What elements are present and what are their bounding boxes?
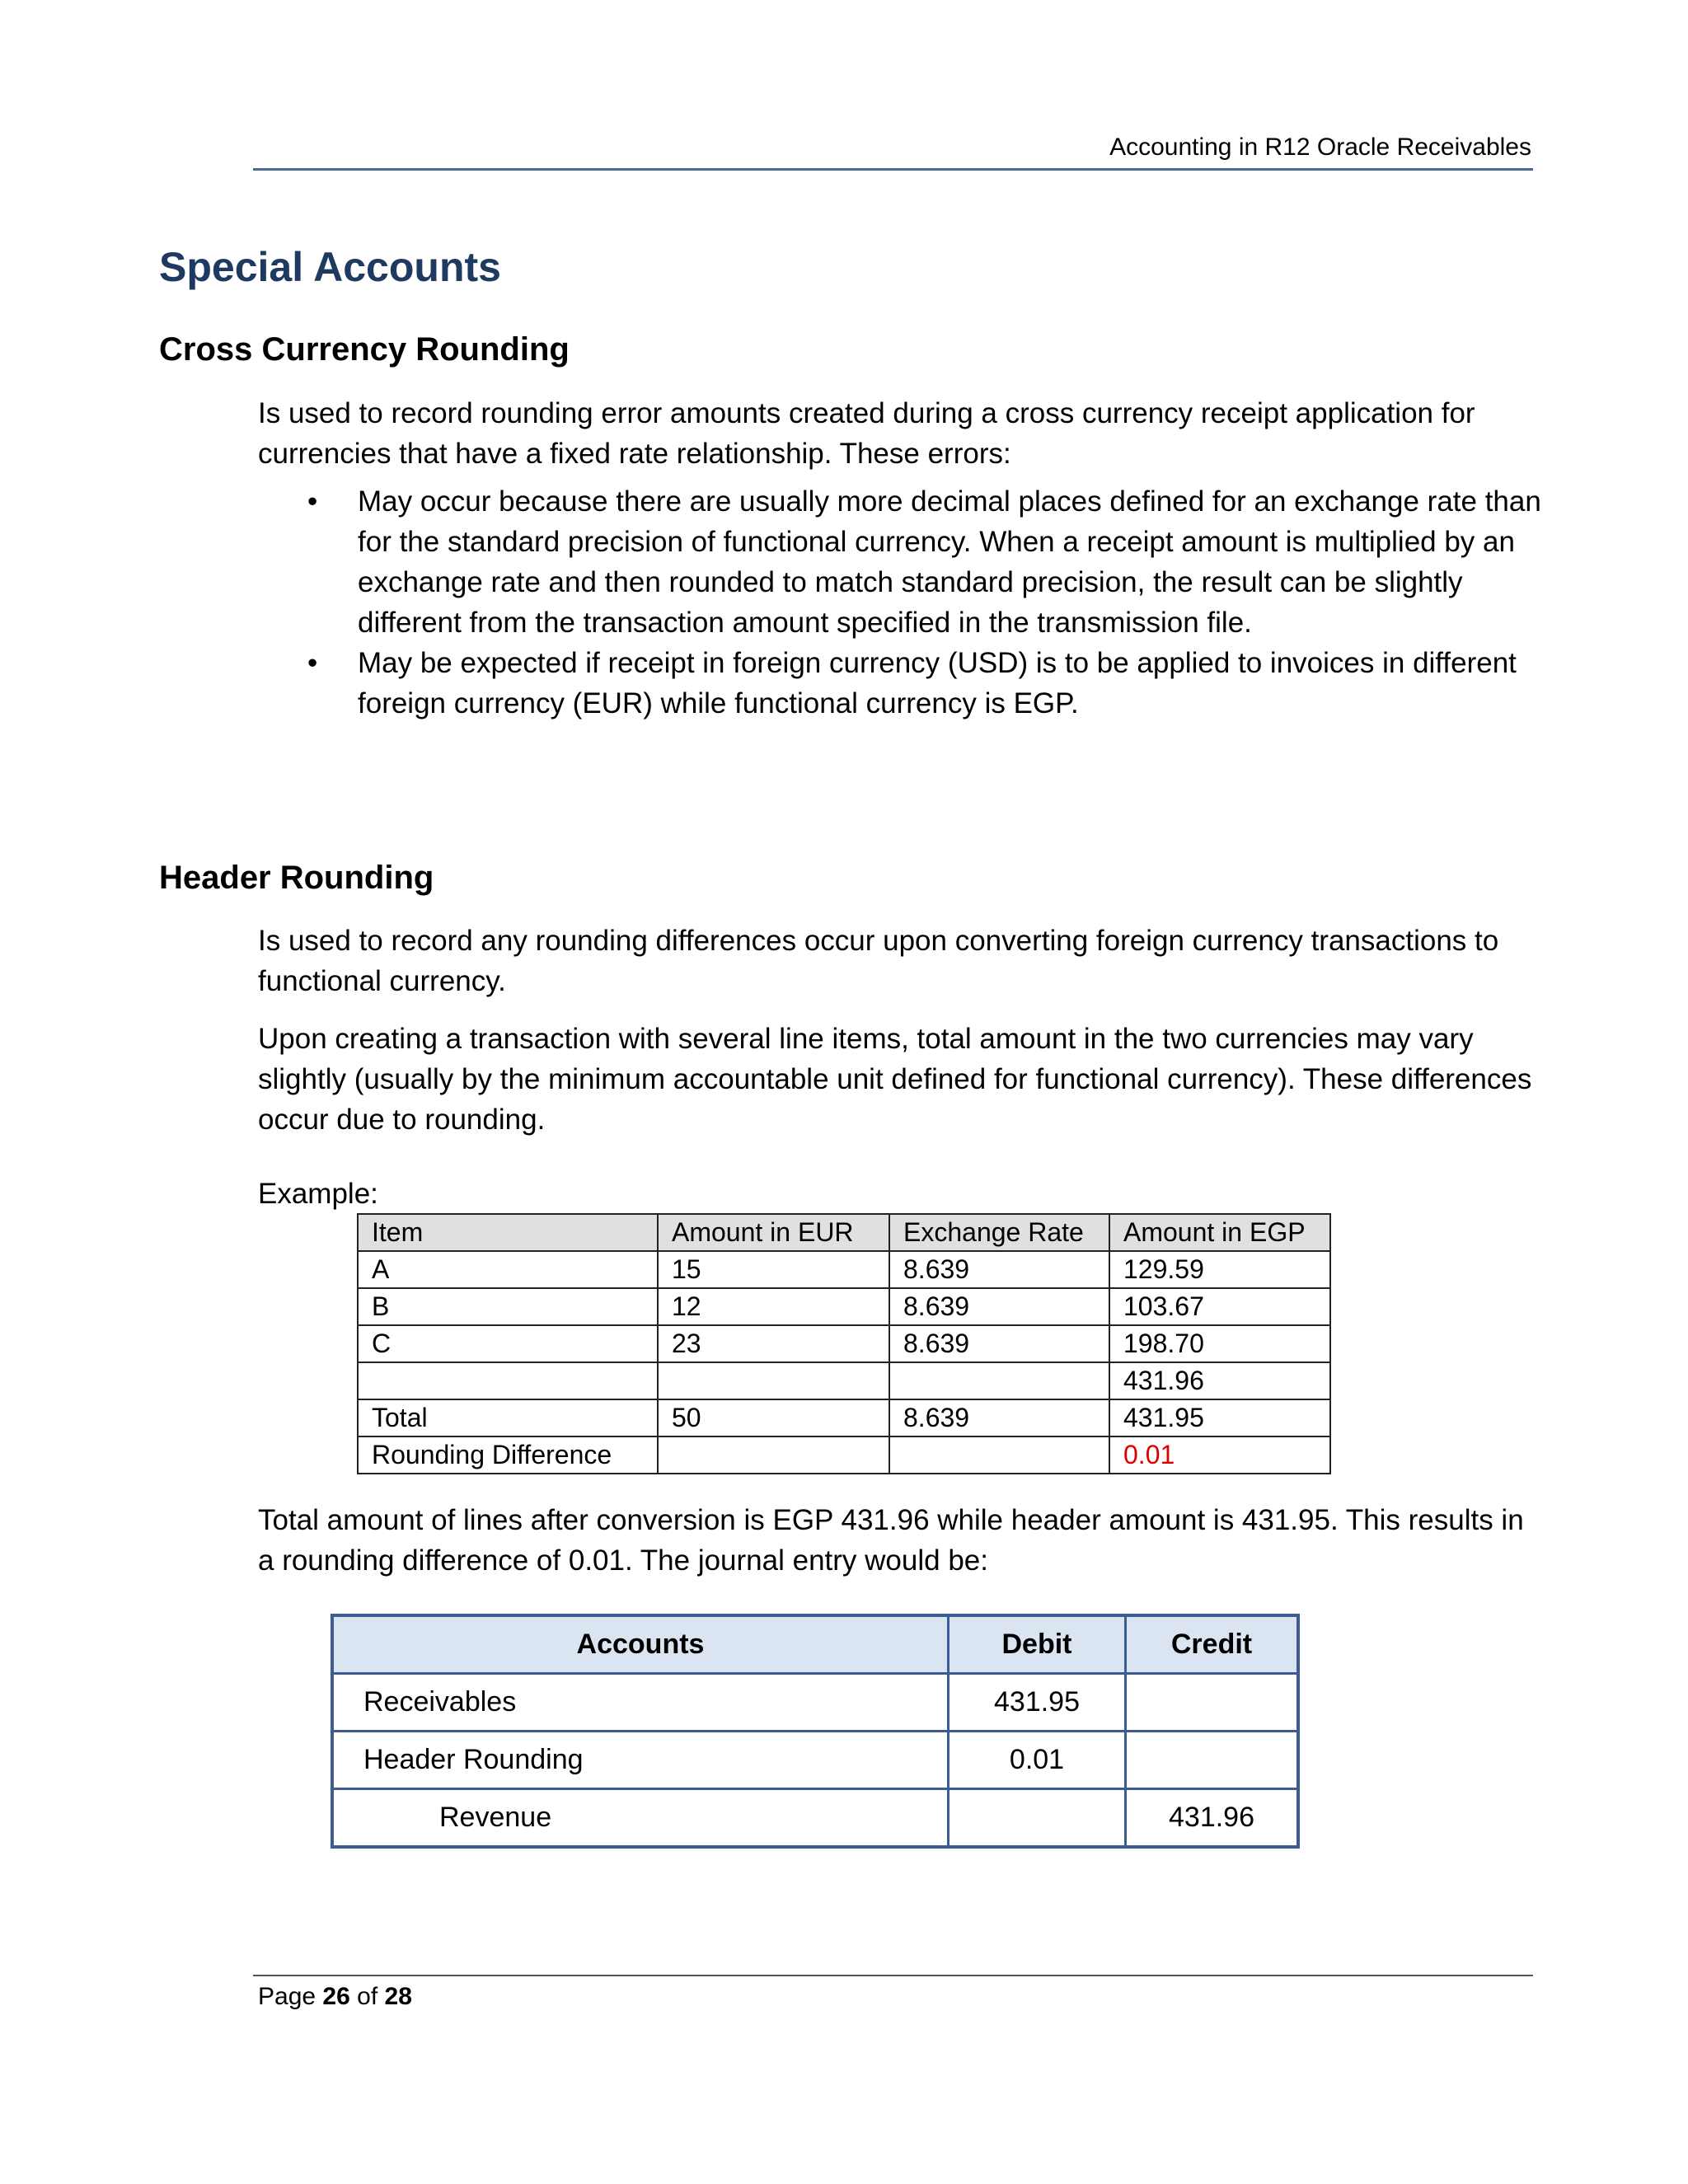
section-heading-cross-currency: Cross Currency Rounding [159,331,570,368]
column-header: Credit [1126,1615,1299,1674]
table-cell: 431.95 [949,1674,1126,1732]
table-cell [658,1436,889,1474]
column-header: Amount in EGP [1109,1214,1330,1251]
table-cell [1126,1732,1299,1789]
table-cell: Receivables [332,1674,949,1732]
table-cell: Revenue [332,1789,949,1848]
table-cell [889,1362,1109,1399]
table-cell: 8.639 [889,1399,1109,1436]
column-header: Debit [949,1615,1126,1674]
column-header: Accounts [332,1615,949,1674]
running-header: Accounting in R12 Oracle Receivables [1109,134,1531,161]
header-rounding-paragraph: Is used to record any rounding differences occur upon converting foreign currency transactions to functional currency. [258,925,1499,997]
table-cell [949,1789,1126,1848]
table-cell [658,1362,889,1399]
table-header-row [358,1214,1330,1251]
table-cell: 0.01 [949,1732,1126,1789]
journal-entry-table [331,1614,1300,1849]
table-cell: 103.67 [1109,1288,1330,1325]
table-row [358,1436,1330,1474]
table-header-row [332,1615,1298,1674]
table-cell: 0.01 [1109,1436,1330,1474]
page-title: Special Accounts [159,244,501,290]
page-of: of [357,1983,378,2010]
table-row [358,1325,1330,1362]
table-cell [889,1436,1109,1474]
example-label: Example: [258,1178,378,1210]
table-cell: A [358,1251,658,1288]
table-cell [1126,1674,1299,1732]
table-row [358,1362,1330,1399]
table-cell: 129.59 [1109,1251,1330,1288]
table-row [332,1732,1298,1789]
table-row [358,1251,1330,1288]
bullet-icon: • [307,485,318,518]
page-prefix: Page [258,1983,316,2010]
conclusion-paragraph: Total amount of lines after conversion is EGP 431.96 while header amount is 431.95. This results in a rounding difference of 0.01. The journal entry would be: [258,1504,1524,1577]
table-row [358,1399,1330,1436]
bullet-text: May occur because there are usually more decimal places defined for an exchange rate than for the standard precision of functional currency. When a receipt amount is multiplied by an exchange rate and then rounded to match standard precision, the result can be slightly different from the transaction amount specified in the transmission file. [358,485,1541,639]
list-item [258,481,1544,643]
column-header: Exchange Rate [889,1214,1109,1251]
list-item [258,643,1544,724]
table-cell: Header Rounding [332,1732,949,1789]
table-row [332,1674,1298,1732]
table-cell: 50 [658,1399,889,1436]
page-total: 28 [384,1983,412,2010]
table-cell: C [358,1325,658,1362]
header-divider [253,168,1533,171]
column-header: Item [358,1214,658,1251]
table-row [358,1288,1330,1325]
section-heading-header-rounding: Header Rounding [159,860,434,896]
table-cell [358,1362,658,1399]
table-cell: 12 [658,1288,889,1325]
table-cell: 431.96 [1109,1362,1330,1399]
table-cell: 15 [658,1251,889,1288]
page-footer [258,1983,412,2011]
table-cell: 198.70 [1109,1325,1330,1362]
table-cell: Rounding Difference [358,1436,658,1474]
bullet-icon: • [307,647,318,679]
table-cell: Total [358,1399,658,1436]
table-cell: 8.639 [889,1251,1109,1288]
table-cell: 8.639 [889,1325,1109,1362]
column-header: Amount in EUR [658,1214,889,1251]
table-cell: B [358,1288,658,1325]
page-number: 26 [322,1983,350,2010]
header-rounding-paragraph: Upon creating a transaction with several line items, total amount in the two currencies may vary slightly (usually by the minimum accountable unit defined for functional currency). These differences occur due to rounding. [258,1023,1532,1136]
cross-currency-intro: Is used to record rounding error amounts created during a cross currency receipt application for currencies that have a fixed rate relationship. These errors: [258,397,1475,470]
table-cell: 431.95 [1109,1399,1330,1436]
table-cell: 23 [658,1325,889,1362]
cross-currency-bullets [258,481,1544,724]
example-table [357,1213,1331,1474]
table-cell: 8.639 [889,1288,1109,1325]
footer-divider [253,1975,1533,1976]
table-row [332,1789,1298,1848]
table-cell: 431.96 [1126,1789,1299,1848]
bullet-text: May be expected if receipt in foreign currency (USD) is to be applied to invoices in different foreign currency (EUR) while functional currency is EGP. [358,647,1517,719]
